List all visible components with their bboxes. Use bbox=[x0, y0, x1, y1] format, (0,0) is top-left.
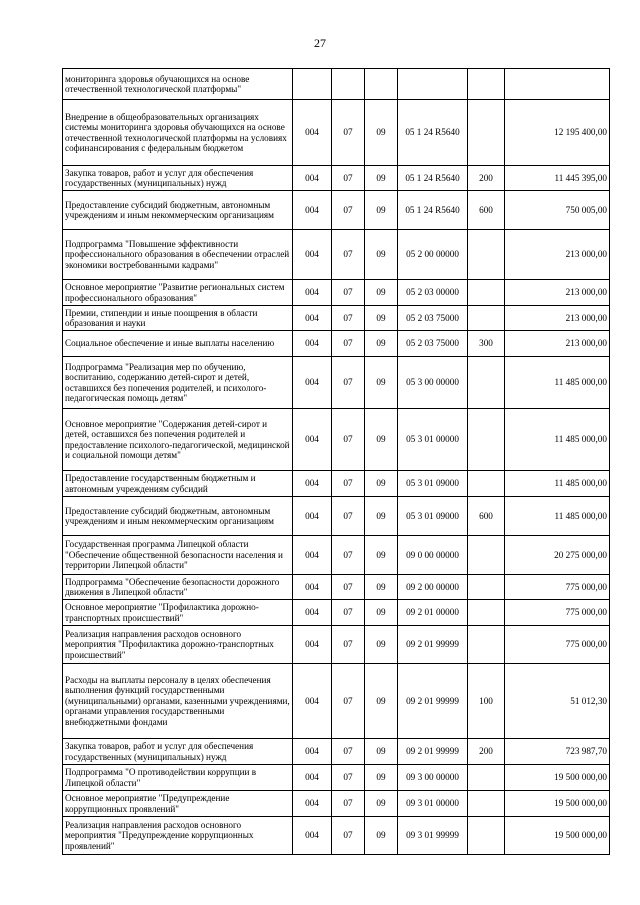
amount: 213 000,00 bbox=[505, 280, 610, 306]
target-code: 09 2 01 99999 bbox=[398, 664, 468, 739]
expense-code bbox=[468, 817, 505, 855]
amount: 11 485 000,00 bbox=[505, 497, 610, 536]
table-row bbox=[63, 497, 610, 536]
ministry-code: 004 bbox=[293, 230, 332, 280]
expense-code bbox=[468, 626, 505, 664]
amount: 723 987,70 bbox=[505, 739, 610, 765]
amount: 11 485 000,00 bbox=[505, 471, 610, 497]
table-row bbox=[63, 166, 610, 191]
subsection-code: 09 bbox=[365, 230, 398, 280]
ministry-code: 004 bbox=[293, 664, 332, 739]
page-number: 27 bbox=[314, 36, 326, 50]
subsection-code: 09 bbox=[365, 791, 398, 817]
amount: 11 445 395,00 bbox=[505, 166, 610, 191]
table-row bbox=[63, 331, 610, 357]
row-name: Предоставление государственным бюджетным и автономным учреждениям субсидий bbox=[63, 471, 293, 497]
table-row bbox=[63, 100, 610, 166]
amount: 51 012,30 bbox=[505, 664, 610, 739]
amount: 750 005,00 bbox=[505, 191, 610, 230]
section-code: 07 bbox=[332, 191, 365, 230]
ministry-code bbox=[293, 69, 332, 100]
subsection-code: 09 bbox=[365, 575, 398, 600]
expense-code: 600 bbox=[468, 497, 505, 536]
section-code: 07 bbox=[332, 306, 365, 331]
ministry-code: 004 bbox=[293, 626, 332, 664]
section-code: 07 bbox=[332, 626, 365, 664]
row-name: Подпрограмма "Повышение эффективности профессионального образования в обеспечении отраслей экономики востребованными кадрами" bbox=[63, 230, 293, 280]
section-code: 07 bbox=[332, 230, 365, 280]
row-name: Закупка товаров, работ и услуг для обеспечения государственных (муниципальных) нужд bbox=[63, 739, 293, 765]
subsection-code: 09 bbox=[365, 626, 398, 664]
table-row bbox=[63, 306, 610, 331]
expense-code: 200 bbox=[468, 166, 505, 191]
amount: 19 500 000,00 bbox=[505, 791, 610, 817]
target-code: 05 1 24 R5640 bbox=[398, 191, 468, 230]
amount: 775 000,00 bbox=[505, 626, 610, 664]
section-code: 07 bbox=[332, 166, 365, 191]
table-row bbox=[63, 626, 610, 664]
target-code: 09 0 00 00000 bbox=[398, 536, 468, 575]
table-row bbox=[63, 280, 610, 306]
subsection-code: 09 bbox=[365, 497, 398, 536]
expense-code bbox=[468, 357, 505, 409]
ministry-code: 004 bbox=[293, 357, 332, 409]
target-code: 05 1 24 R5640 bbox=[398, 100, 468, 166]
row-name: Реализация направления расходов основного мероприятия "Предупреждение коррупционных проявлений" bbox=[63, 817, 293, 855]
ministry-code: 004 bbox=[293, 191, 332, 230]
row-name: Подпрограмма "Обеспечение безопасности дорожного движения в Липецкой области" bbox=[63, 575, 293, 600]
section-code: 07 bbox=[332, 536, 365, 575]
subsection-code: 09 bbox=[365, 739, 398, 765]
ministry-code: 004 bbox=[293, 536, 332, 575]
row-name: Социальное обеспечение и иные выплаты населению bbox=[63, 331, 293, 357]
ministry-code: 004 bbox=[293, 306, 332, 331]
table-row bbox=[63, 471, 610, 497]
table-row bbox=[63, 575, 610, 600]
subsection-code: 09 bbox=[365, 166, 398, 191]
expense-code bbox=[468, 600, 505, 626]
target-code: 09 2 01 99999 bbox=[398, 739, 468, 765]
section-code: 07 bbox=[332, 817, 365, 855]
subsection-code: 09 bbox=[365, 331, 398, 357]
ministry-code: 004 bbox=[293, 575, 332, 600]
target-code: 05 1 24 R5640 bbox=[398, 166, 468, 191]
section-code: 07 bbox=[332, 497, 365, 536]
expense-code: 300 bbox=[468, 331, 505, 357]
expense-code: 100 bbox=[468, 664, 505, 739]
target-code: 05 3 01 00000 bbox=[398, 409, 468, 471]
table-row bbox=[63, 230, 610, 280]
row-name: Основное мероприятие "Профилактика дорожно-транспортных происшествий" bbox=[63, 600, 293, 626]
subsection-code: 09 bbox=[365, 600, 398, 626]
expense-code bbox=[468, 69, 505, 100]
table-row bbox=[63, 600, 610, 626]
expense-code bbox=[468, 100, 505, 166]
expense-code bbox=[468, 765, 505, 791]
section-code: 07 bbox=[332, 331, 365, 357]
table-row bbox=[63, 817, 610, 855]
section-code: 07 bbox=[332, 100, 365, 166]
section-code: 07 bbox=[332, 575, 365, 600]
expense-code bbox=[468, 280, 505, 306]
row-name: Премии, стипендии и иные поощрения в области образования и науки bbox=[63, 306, 293, 331]
subsection-code: 09 bbox=[365, 409, 398, 471]
row-name: Внедрение в общеобразовательных организациях системы мониторинга здоровья обучающихся на основе отечественной технологической платформы на условиях софинансирования с федеральным бюджетом bbox=[63, 100, 293, 166]
table-row bbox=[63, 409, 610, 471]
row-name: Государственная программа Липецкой области "Обеспечение общественной безопасности населения и территории Липецкой области" bbox=[63, 536, 293, 575]
amount: 19 500 000,00 bbox=[505, 817, 610, 855]
ministry-code: 004 bbox=[293, 739, 332, 765]
expense-code bbox=[468, 471, 505, 497]
section-code: 07 bbox=[332, 791, 365, 817]
amount: 12 195 400,00 bbox=[505, 100, 610, 166]
subsection-code: 09 bbox=[365, 357, 398, 409]
amount: 775 000,00 bbox=[505, 575, 610, 600]
target-code: 05 3 01 09000 bbox=[398, 497, 468, 536]
ministry-code: 004 bbox=[293, 765, 332, 791]
expense-code bbox=[468, 230, 505, 280]
target-code: 09 2 01 99999 bbox=[398, 626, 468, 664]
ministry-code: 004 bbox=[293, 600, 332, 626]
target-code: 05 2 03 75000 bbox=[398, 306, 468, 331]
table-row bbox=[63, 69, 610, 100]
amount: 775 000,00 bbox=[505, 600, 610, 626]
subsection-code: 09 bbox=[365, 280, 398, 306]
target-code: 09 3 01 99999 bbox=[398, 817, 468, 855]
target-code: 09 3 00 00000 bbox=[398, 765, 468, 791]
target-code bbox=[398, 69, 468, 100]
ministry-code: 004 bbox=[293, 331, 332, 357]
row-name: Подпрограмма "О противодействии коррупции в Липецкой области" bbox=[63, 765, 293, 791]
ministry-code: 004 bbox=[293, 166, 332, 191]
expense-code bbox=[468, 306, 505, 331]
expense-code: 200 bbox=[468, 739, 505, 765]
table-row bbox=[63, 191, 610, 230]
row-name: Реализация направления расходов основного мероприятия "Профилактика дорожно-транспортных происшествий" bbox=[63, 626, 293, 664]
section-code: 07 bbox=[332, 664, 365, 739]
ministry-code: 004 bbox=[293, 791, 332, 817]
subsection-code: 09 bbox=[365, 765, 398, 791]
target-code: 05 2 00 00000 bbox=[398, 230, 468, 280]
budget-table bbox=[62, 68, 610, 855]
table-row bbox=[63, 765, 610, 791]
subsection-code: 09 bbox=[365, 306, 398, 331]
ministry-code: 004 bbox=[293, 409, 332, 471]
row-name: Предоставление субсидий бюджетным, автономным учреждениям и иным некоммерческим организациям bbox=[63, 191, 293, 230]
row-name: Закупка товаров, работ и услуг для обеспечения государственных (муниципальных) нужд bbox=[63, 166, 293, 191]
ministry-code: 004 bbox=[293, 471, 332, 497]
expense-code bbox=[468, 409, 505, 471]
amount: 11 485 000,00 bbox=[505, 409, 610, 471]
ministry-code: 004 bbox=[293, 280, 332, 306]
subsection-code bbox=[365, 69, 398, 100]
amount: 213 000,00 bbox=[505, 331, 610, 357]
section-code: 07 bbox=[332, 765, 365, 791]
row-name: Основное мероприятие "Развитие региональных систем профессионального образования" bbox=[63, 280, 293, 306]
target-code: 09 3 01 00000 bbox=[398, 791, 468, 817]
section-code: 07 bbox=[332, 409, 365, 471]
subsection-code: 09 bbox=[365, 536, 398, 575]
ministry-code: 004 bbox=[293, 100, 332, 166]
subsection-code: 09 bbox=[365, 471, 398, 497]
section-code: 07 bbox=[332, 280, 365, 306]
row-name: Предоставление субсидий бюджетным, автономным учреждениям и иным некоммерческим организациям bbox=[63, 497, 293, 536]
amount: 11 485 000,00 bbox=[505, 357, 610, 409]
row-name: мониторинга здоровья обучающихся на основе отечественной технологической платформы" bbox=[63, 69, 293, 100]
subsection-code: 09 bbox=[365, 664, 398, 739]
subsection-code: 09 bbox=[365, 100, 398, 166]
row-name: Основное мероприятие "Содержания детей-сирот и детей, оставшихся без попечения родителей и предоставление психолого-педагогической, медицинской и социальной помощи детям" bbox=[63, 409, 293, 471]
target-code: 05 2 03 75000 bbox=[398, 331, 468, 357]
row-name: Подпрограмма "Реализация мер по обучению, воспитанию, содержанию детей-сирот и детей, оставшихся без попечения родителей, и психолого-педагогическая помощь детям" bbox=[63, 357, 293, 409]
table-row bbox=[63, 664, 610, 739]
target-code: 09 2 00 00000 bbox=[398, 575, 468, 600]
amount: 213 000,00 bbox=[505, 230, 610, 280]
subsection-code: 09 bbox=[365, 817, 398, 855]
amount bbox=[505, 69, 610, 100]
expense-code bbox=[468, 791, 505, 817]
ministry-code: 004 bbox=[293, 817, 332, 855]
row-name: Расходы на выплаты персоналу в целях обеспечения выполнения функций государственными (муниципальными) органами, казенными учреждениями, органами управления государственными внебюджетными фондами bbox=[63, 664, 293, 739]
section-code: 07 bbox=[332, 739, 365, 765]
table-row bbox=[63, 791, 610, 817]
expense-code bbox=[468, 575, 505, 600]
subsection-code: 09 bbox=[365, 191, 398, 230]
ministry-code: 004 bbox=[293, 497, 332, 536]
amount: 19 500 000,00 bbox=[505, 765, 610, 791]
table-row bbox=[63, 357, 610, 409]
amount: 20 275 000,00 bbox=[505, 536, 610, 575]
section-code bbox=[332, 69, 365, 100]
target-code: 09 2 01 00000 bbox=[398, 600, 468, 626]
amount: 213 000,00 bbox=[505, 306, 610, 331]
table-row bbox=[63, 739, 610, 765]
target-code: 05 3 00 00000 bbox=[398, 357, 468, 409]
expense-code: 600 bbox=[468, 191, 505, 230]
table-row bbox=[63, 536, 610, 575]
target-code: 05 2 03 00000 bbox=[398, 280, 468, 306]
row-name: Основное мероприятие "Предупреждение коррупционных проявлений" bbox=[63, 791, 293, 817]
section-code: 07 bbox=[332, 357, 365, 409]
expense-code bbox=[468, 536, 505, 575]
target-code: 05 3 01 09000 bbox=[398, 471, 468, 497]
section-code: 07 bbox=[332, 600, 365, 626]
section-code: 07 bbox=[332, 471, 365, 497]
